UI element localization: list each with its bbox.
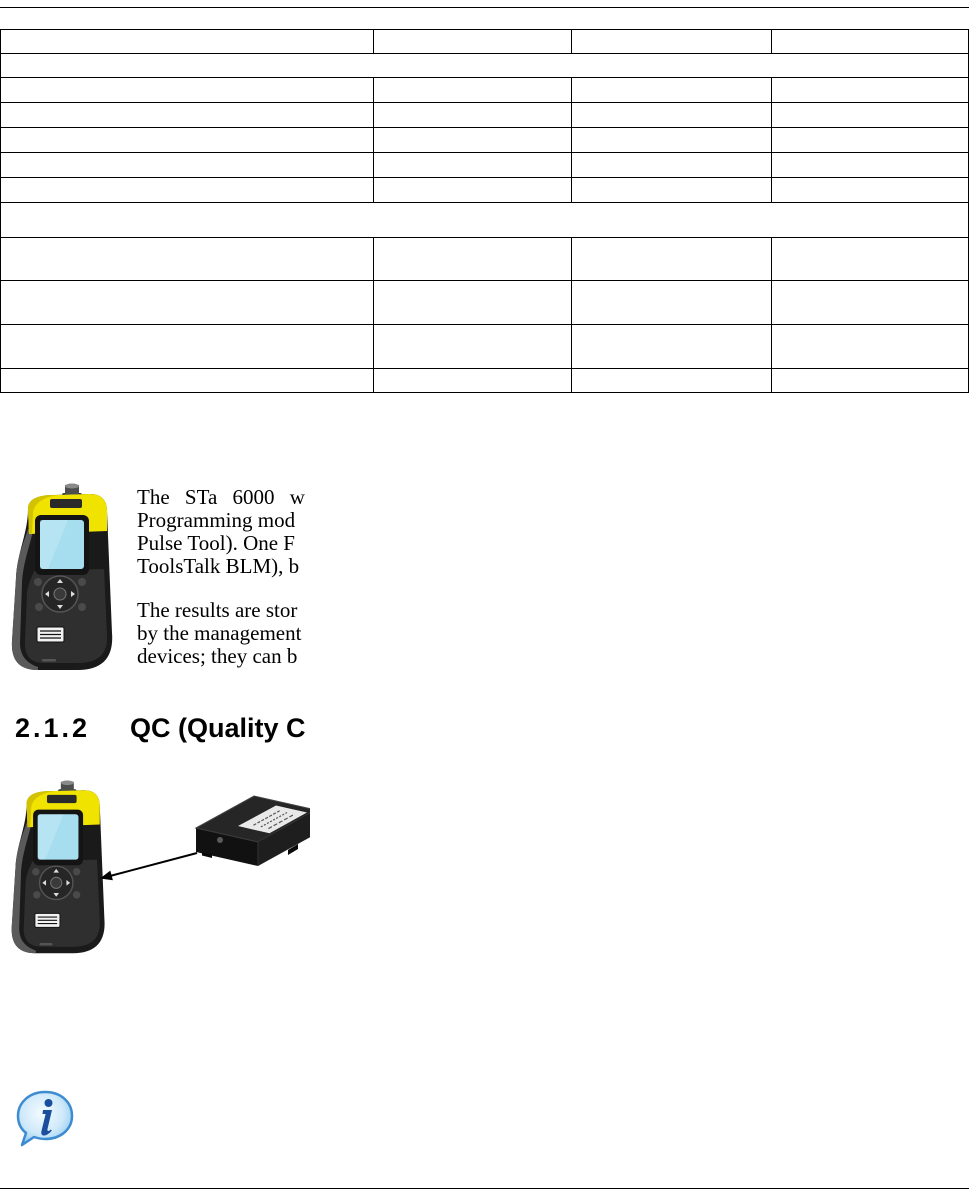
table-section-cell (1, 54, 969, 78)
table-cell (1, 103, 374, 128)
table-row (1, 325, 969, 369)
table-row (1, 178, 969, 203)
paragraph-line: Pulse Tool). One F (137, 531, 295, 555)
table-cell (1, 325, 374, 369)
table-cell (572, 153, 772, 178)
table-cell (572, 128, 772, 153)
paragraph-line: devices; they can b (137, 644, 298, 668)
table-row (1, 103, 969, 128)
table-cell (772, 103, 969, 128)
table-section-cell (1, 203, 969, 238)
table-cell (374, 153, 572, 178)
table-cell (374, 238, 572, 281)
intro-paragraph-2 (137, 599, 307, 668)
table-cell (772, 30, 969, 54)
table-cell (572, 178, 772, 203)
paragraph-line: The results are stor (137, 599, 298, 622)
section-number: 2.1.2 (15, 713, 91, 743)
table-cell (374, 30, 572, 54)
table-row (1, 128, 969, 153)
paragraph-line: Programming mod (137, 508, 296, 532)
section-title: QC (Quality C (130, 713, 306, 743)
table-cell (772, 281, 969, 325)
table-row (1, 238, 969, 281)
table-row (1, 30, 969, 54)
table-cell (772, 153, 969, 178)
paragraph-line: The STa 6000 w (137, 486, 305, 509)
table-cell (572, 78, 772, 103)
intro-paragraph-1 (137, 486, 307, 578)
table-cell (772, 369, 969, 393)
table-cell (572, 281, 772, 325)
section-heading (15, 712, 307, 746)
paragraph-line: by the management (137, 621, 302, 645)
footer-rule (0, 1188, 969, 1189)
table-row (1, 369, 969, 393)
table-row (1, 78, 969, 103)
table-cell (374, 103, 572, 128)
table-cell (1, 30, 374, 54)
table-cell (572, 369, 772, 393)
sta-6000-handheld-icon (8, 483, 118, 673)
info-icon (14, 1088, 76, 1148)
table-cell (772, 128, 969, 153)
table-row (1, 281, 969, 325)
table-cell (374, 128, 572, 153)
table-cell (1, 178, 374, 203)
table-cell (1, 153, 374, 178)
table-cell (1, 78, 374, 103)
table-cell (572, 238, 772, 281)
table-row (1, 153, 969, 178)
table-cell (374, 369, 572, 393)
qc-module-box-icon (190, 788, 310, 872)
table-cell (772, 78, 969, 103)
table-cell (1, 369, 374, 393)
table-cell (1, 281, 374, 325)
table-cell (374, 281, 572, 325)
table-cell (572, 325, 772, 369)
table-cell (772, 178, 969, 203)
spec-table (0, 29, 969, 393)
table-cell (1, 238, 374, 281)
table-cell (772, 325, 969, 369)
table-cell (772, 238, 969, 281)
header-rule (0, 7, 969, 8)
arrow-left-icon (90, 840, 202, 890)
table-cell (374, 178, 572, 203)
table-section-row (1, 54, 969, 78)
table-cell (572, 30, 772, 54)
table-cell (374, 78, 572, 103)
table-cell (374, 325, 572, 369)
table-cell (1, 128, 374, 153)
table-section-row (1, 203, 969, 238)
paragraph-line: ToolsTalk BLM), b (137, 554, 300, 578)
table-cell (572, 103, 772, 128)
